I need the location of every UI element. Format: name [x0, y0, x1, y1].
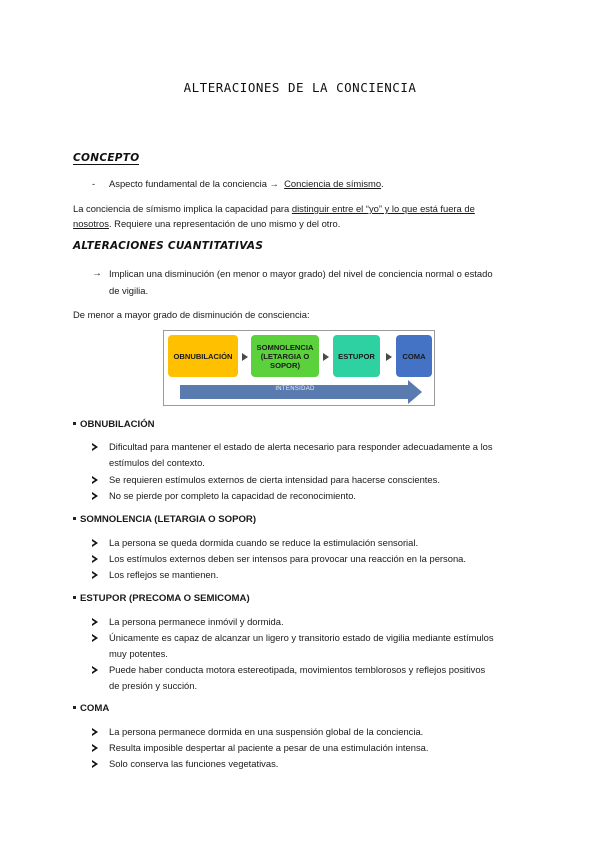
section-heading-somnolencia — [73, 514, 256, 526]
arrowhead-bullet-icon — [92, 744, 98, 752]
square-bullet-icon — [73, 706, 76, 709]
underlined-span: nosotros — [73, 218, 109, 229]
arrowhead-bullet-icon — [92, 618, 98, 626]
box-obnubilacion: OBNUBILACIÓN — [168, 335, 238, 377]
intensity-label: INTENSIDAD — [275, 386, 315, 392]
section-heading-text: COMA — [80, 703, 110, 714]
square-bullet-icon — [73, 596, 76, 599]
concepto-dash-prefix: Aspecto fundamental de la conciencia → — [109, 178, 279, 189]
list-item: Solo conserva las funciones vegetativas. — [109, 758, 279, 769]
concepto-dash-suffix: . — [381, 178, 384, 189]
arrowhead-bullet-icon — [92, 539, 98, 547]
list-item-continuation: muy potentes. — [109, 648, 168, 659]
square-bullet-icon — [73, 422, 76, 425]
concepto-dash-item — [109, 178, 384, 190]
list-item: Se requieren estímulos externos de cierta intensidad para hacerse conscientes. — [109, 474, 440, 485]
heading-alteraciones-cuantitativas: ALTERACIONES CUANTITATIVAS — [73, 240, 264, 252]
section-heading-text: OBNUBILACIÓN — [80, 419, 155, 430]
text-span: La conciencia de símismo implica la capacidad para — [73, 203, 292, 214]
section-heading-coma — [73, 703, 109, 715]
arrowhead-bullet-icon — [92, 571, 98, 579]
box-somnolencia: SOMNOLENCIA (LETARGIA O SOPOR) — [251, 335, 319, 377]
list-item: La persona permanece inmóvil y dormida. — [109, 616, 284, 627]
heading-concepto: CONCEPTO — [73, 152, 140, 164]
section-heading-estupor — [73, 593, 250, 605]
list-item: Resulta imposible despertar al paciente a pesar de una estimulación intensa. — [109, 742, 429, 753]
list-item-continuation: de presión y succión. — [109, 680, 198, 691]
arrow-icon — [323, 353, 329, 361]
arrow-icon — [386, 353, 392, 361]
right-arrow-icon: → — [92, 268, 102, 279]
cuantitativas-arrow-line-1: Implican una disminución (en menor o mayor grado) del nivel de conciencia normal o estado — [109, 268, 493, 279]
arrowhead-bullet-icon — [92, 492, 98, 500]
arrowhead-bullet-icon — [92, 443, 98, 451]
arrowhead-bullet-icon — [92, 728, 98, 736]
concepto-paragraph-line-2 — [73, 218, 340, 230]
section-heading-text: ESTUPOR (PRECOMA O SEMICOMA) — [80, 593, 250, 604]
square-bullet-icon — [73, 517, 76, 520]
list-item: No se pierde por completo la capacidad de reconocimiento. — [109, 490, 357, 501]
concepto-dash-link: Conciencia de símismo — [284, 178, 382, 189]
section-heading-text: SOMNOLENCIA (LETARGIA O SOPOR) — [80, 514, 257, 525]
text-span: . Requiere una representación de uno mismo y del otro. — [108, 218, 341, 229]
list-item-continuation: estímulos del contexto. — [109, 457, 205, 468]
box-estupor: ESTUPOR — [333, 335, 380, 377]
list-item: La persona permanece dormida en una suspensión global de la conciencia. — [109, 726, 424, 737]
list-item: Los reflejos se mantienen. — [109, 569, 219, 580]
list-item: La persona se queda dormida cuando se reduce la estimulación sensorial. — [109, 537, 419, 548]
arrowhead-bullet-icon — [92, 760, 98, 768]
list-item: Dificultad para mantener el estado de alerta necesario para responder adecuadamente a los — [109, 441, 493, 452]
arrow-icon — [242, 353, 248, 361]
box-coma: COMA — [396, 335, 432, 377]
section-heading-obnubilacion — [73, 419, 155, 431]
intensity-diagram — [163, 330, 435, 406]
list-item: Únicamente es capaz de alcanzar un ligero y transitorio estado de vigilia mediante estímulos — [109, 632, 494, 643]
list-item: Puede haber conducta motora estereotipada, movimientos temblorosos y reflejos positivos — [109, 664, 486, 675]
intensity-arrow-head-icon — [408, 380, 422, 404]
concepto-paragraph-line-1 — [73, 203, 475, 215]
arrowhead-bullet-icon — [92, 666, 98, 674]
list-item: Los estímulos externos deben ser intensos para provocar una reacción en la persona. — [109, 553, 466, 564]
arrowhead-bullet-icon — [92, 476, 98, 484]
cuantitativas-intro: De menor a mayor grado de disminución de consciencia: — [73, 309, 310, 320]
cuantitativas-arrow-line-2: de vigilia. — [109, 285, 149, 296]
underlined-span: distinguir entre el “yo” y lo que está fuera de — [291, 203, 475, 214]
page-title: ALTERACIONES DE LA CONCIENCIA — [183, 80, 417, 95]
arrowhead-bullet-icon — [92, 634, 98, 642]
dash-bullet: - — [92, 178, 96, 189]
arrowhead-bullet-icon — [92, 555, 98, 563]
